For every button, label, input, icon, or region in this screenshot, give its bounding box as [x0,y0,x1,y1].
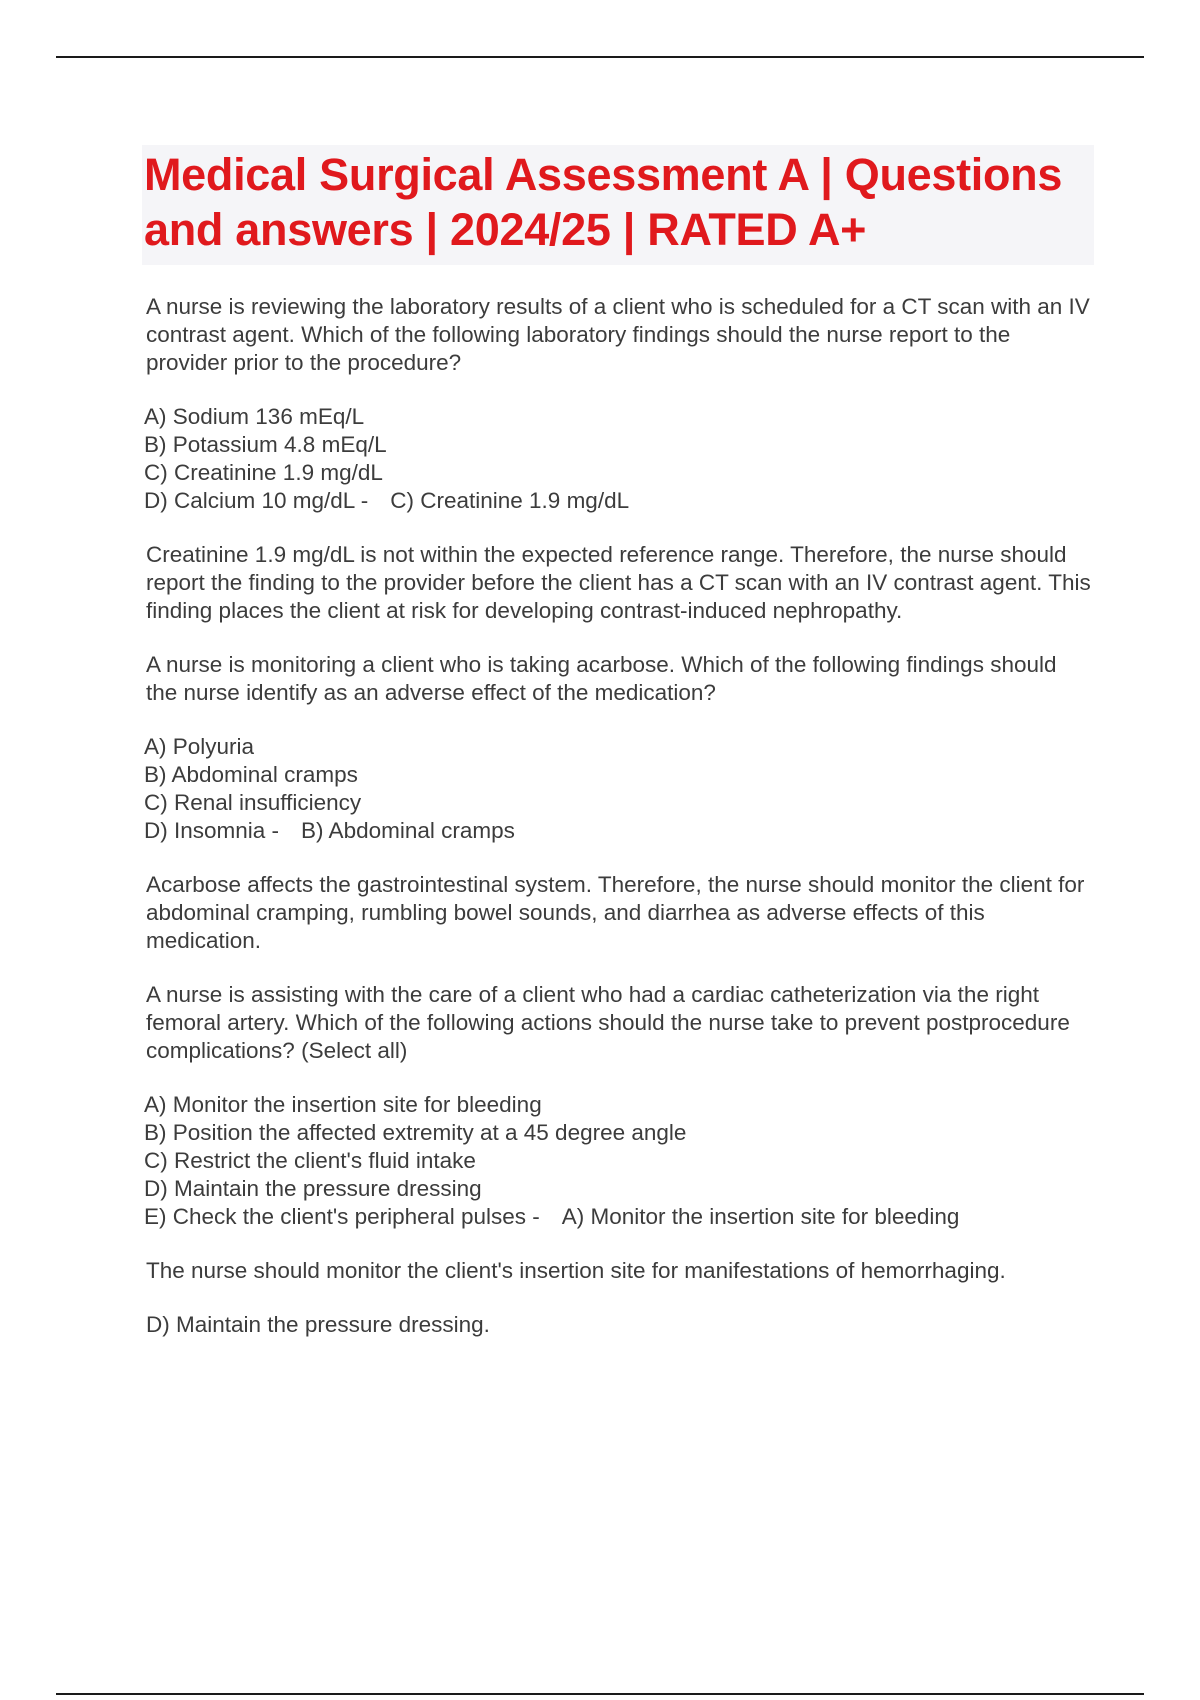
question-3-option-e: E) Check the client's peripheral pulses - [144,1204,540,1229]
document-page [144,145,1094,1365]
question-2-option-c: C) Renal insufficiency [144,790,362,815]
question-3-rationale: The nurse should monitor the client's insertion site for manifestations of hemorrhaging. [146,1258,1006,1283]
question-3-option-e-row [144,1203,1094,1231]
question-3-option-d: D) Maintain the pressure dressing [144,1176,482,1201]
question-3-extra-answer: D) Maintain the pressure dressing. [146,1312,490,1337]
question-2-rationale: Acarbose affects the gastrointestinal system. Therefore, the nurse should monitor the client for abdominal cramping, rumbling bowel sounds, and diarrhea as adverse effects of this medication. [146,872,1085,953]
question-3-options [144,1091,1094,1231]
question-3-answer: A) Monitor the insertion site for bleeding [561,1204,960,1229]
question-3-option-b: B) Position the affected extremity at a 45 degree angle [144,1120,687,1145]
question-1-answer: C) Creatinine 1.9 mg/dL [390,488,630,513]
question-2-option-b: B) Abdominal cramps [144,762,358,787]
question-2-option-d: D) Insomnia - [144,818,280,843]
question-1-options [144,403,1094,515]
question-2-option-d-row [144,817,1094,845]
question-1-option-b: B) Potassium 4.8 mEq/L [144,432,387,457]
title-band [142,145,1094,265]
bottom-rule [56,1693,1144,1695]
question-1-option-a: A) Sodium 136 mEq/L [144,404,365,429]
question-2-options [144,733,1094,845]
question-3-option-a: A) Monitor the insertion site for bleeding [144,1092,542,1117]
question-1-option-d: D) Calcium 10 mg/dL - [144,488,369,513]
question-1-option-d-row [144,487,1094,515]
document-title: Medical Surgical Assessment A | Questions and answers | 2024/25 | RATED A+ [144,149,1063,255]
question-2-text: A nurse is monitoring a client who is taking acarbose. Which of the following findings should the nurse identify as an adverse effect of the medication? [146,652,1057,705]
question-3-text: A nurse is assisting with the care of a client who had a cardiac catheterization via the right femoral artery. Which of the following actions should the nurse take to prevent postprocedure complications? (Select all) [146,982,1070,1063]
question-1-option-c: C) Creatinine 1.9 mg/dL [144,460,383,485]
top-rule [56,56,1144,58]
question-2-option-a: A) Polyuria [144,734,255,759]
question-1-rationale: Creatinine 1.9 mg/dL is not within the expected reference range. Therefore, the nurse should report the finding to the provider before the client has a CT scan with an IV contrast agent. This finding places the client at risk for developing contrast-induced nephropathy. [146,542,1091,623]
question-2-answer: B) Abdominal cramps [301,818,515,843]
document-content [144,293,1094,1339]
question-3-option-c: C) Restrict the client's fluid intake [144,1148,476,1173]
question-1-text: A nurse is reviewing the laboratory results of a client who is scheduled for a CT scan with an IV contrast agent. Which of the following laboratory findings should the nurse report to the provider prior to the procedure? [146,294,1090,375]
